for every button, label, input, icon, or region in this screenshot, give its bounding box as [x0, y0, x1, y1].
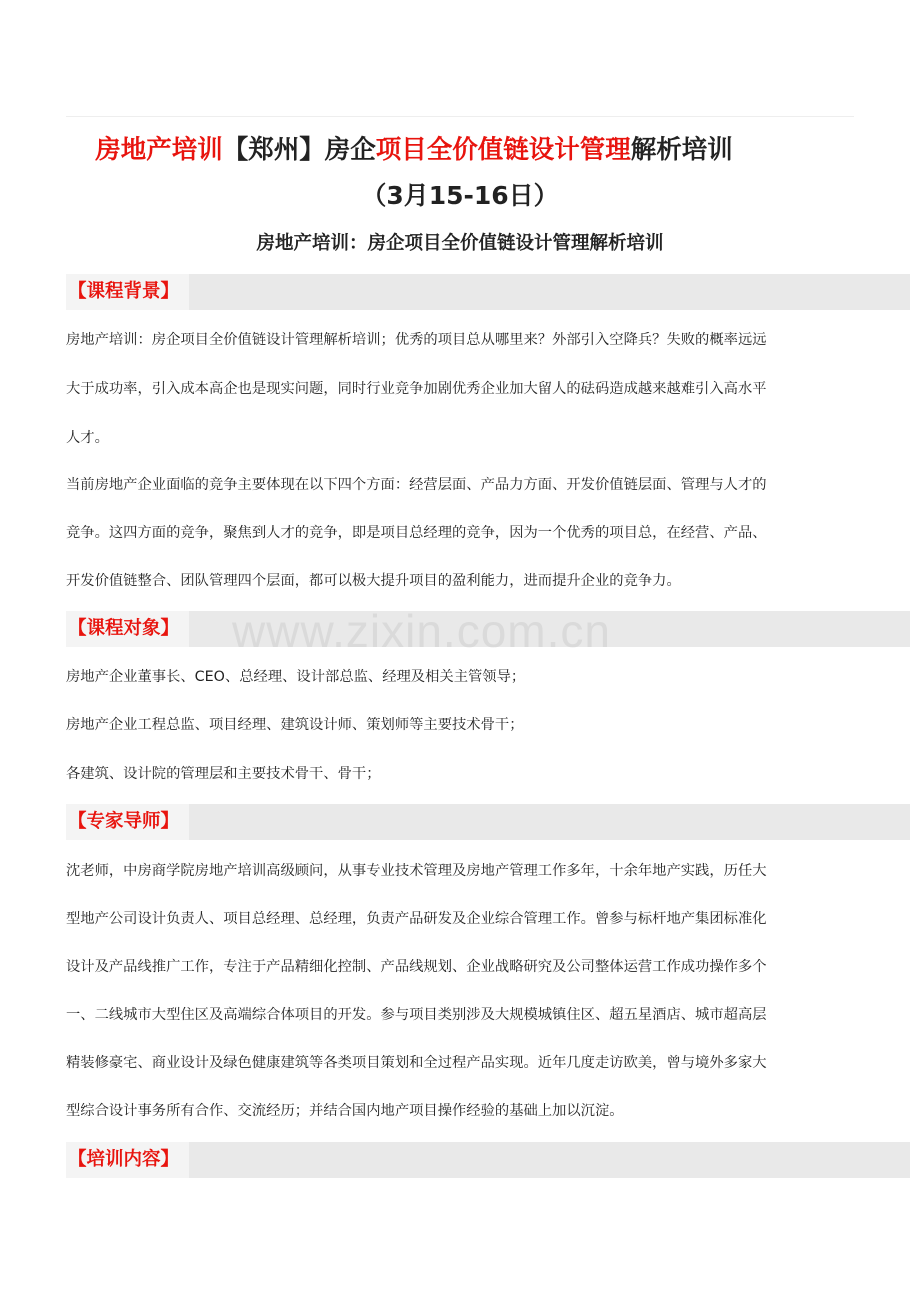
title-segment-4: 解析培训	[630, 135, 733, 165]
watermark: www.zixin.com.cn	[232, 605, 611, 657]
title-segment-3: 项目全价值链设计管理	[375, 135, 631, 165]
paragraph-line: 竞争。这四方面的竞争，聚焦到人才的竞争，即是项目总经理的竞争，因为一个优秀的项目总，在经营、产品、	[66, 525, 767, 541]
section-header-content	[66, 1142, 910, 1178]
paragraph-line: 大于成功率，引入成本高企也是现实问题，同时行业竞争加剧优秀企业加大留人的砝码造成越来越难引入高水平	[66, 381, 767, 397]
paragraph-line: 一、二线城市大型住区及高端综合体项目的开发。参与项目类别涉及大规模城镇住区、超五星酒店、城市超高层	[66, 1007, 767, 1023]
paragraph-line: 设计及产品线推广工作，专注于产品精细化控制、产品线规划、企业战略研究及公司整体运营工作成功操作多个	[66, 959, 767, 975]
title-segment-1: 房地产培训	[95, 135, 223, 165]
paragraph-line: 精装修豪宅、商业设计及绿色健康建筑等各类项目策划和全过程产品实现。近年几度走访欧美，曾与境外多家大	[66, 1055, 767, 1071]
section-heading: 【课程对象】	[66, 611, 189, 647]
paragraph-line: 沈老师，中房商学院房地产培训高级顾问，从事专业技术管理及房地产管理工作多年，十余年地产实践，历任大	[66, 863, 767, 879]
page-subtitle: 房地产培训：房企项目全价值链设计管理解析培训	[256, 233, 664, 254]
paragraph-line: 房地产培训：房企项目全价值链设计管理解析培训；优秀的项目总从哪里来？外部引入空降兵？失败的概率远远	[66, 332, 767, 348]
section-heading: 【培训内容】	[66, 1142, 189, 1178]
paragraph-line: 型地产公司设计负责人、项目总经理、总经理，负责产品研发及企业综合管理工作。曾参与标杆地产集团标准化	[66, 911, 767, 927]
section-heading: 【专家导师】	[66, 804, 189, 840]
section-header-background	[66, 274, 910, 310]
paragraph-line: 房地产企业工程总监、项目经理、建筑设计师、策划师等主要技术骨干；	[66, 717, 524, 733]
paragraph-line: 开发价值链整合、团队管理四个层面，都可以极大提升项目的盈利能力，进而提升企业的竞争力。	[66, 573, 681, 589]
paragraph-line: 型综合设计事务所有合作、交流经历；并结合国内地产项目操作经验的基础上加以沉淀。	[66, 1103, 624, 1119]
title-date: （3月15-16日）	[361, 181, 559, 210]
paragraph-line: 房地产企业董事长、CEO、总经理、设计部总监、经理及相关主管领导；	[66, 669, 526, 685]
paragraph-line: 人才。	[66, 430, 109, 446]
page-title	[0, 130, 828, 166]
top-divider	[66, 116, 854, 117]
section-heading: 【课程背景】	[66, 274, 189, 310]
title-segment-2: 【郑州】房企	[222, 135, 376, 165]
paragraph-line: 当前房地产企业面临的竞争主要体现在以下四个方面：经营层面、产品力方面、开发价值链层面、管理与人才的	[66, 477, 767, 493]
section-header-instructor	[66, 804, 910, 840]
paragraph-line: 各建筑、设计院的管理层和主要技术骨干、骨干；	[66, 766, 381, 782]
